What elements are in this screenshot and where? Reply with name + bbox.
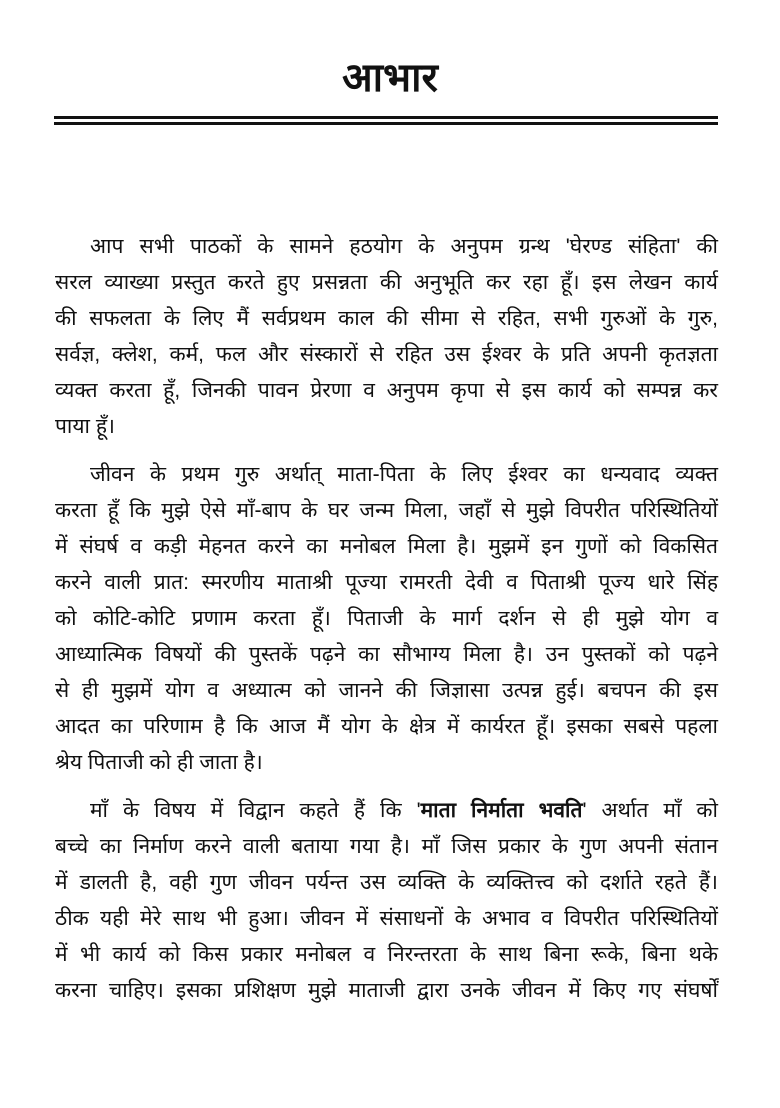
text-line: से ही मुझमें योग व अध्यात्म को जानने की जिज्ञासा उत्पन्न हुई। बचपन की इस — [55, 679, 718, 702]
text-segment: ' अर्थात माँ को — [582, 799, 718, 822]
text-line: में डालती है, वही गुण जीवन पर्यन्त उस व्यक्ति के व्यक्तित्त्व को दर्शाते रहते हैं। — [55, 871, 718, 894]
text-line: आप सभी पाठकों के सामने हठयोग के अनुपम ग्रन्थ 'घेरण्ड संहिता' की — [90, 235, 718, 258]
text-line: श्रेय पिताजी को ही जाता है। — [55, 751, 263, 774]
quoted-phrase: माता निर्माता भवति — [420, 799, 583, 822]
text-line: व्यक्त करता हूँ, जिनकी पावन प्रेरणा व अनुपम कृपा से इस कार्य को सम्पन्न कर — [55, 379, 718, 402]
text-line: ठीक यही मेरे साथ भी हुआ। जीवन में संसाधनों के अभाव व विपरीत परिस्थितियों — [55, 907, 718, 930]
text-line: को कोटि-कोटि प्रणाम करता हूँ। पिताजी के मार्ग दर्शन से ही मुझे योग व — [55, 607, 718, 630]
text-line — [90, 796, 718, 826]
text-line: में भी कार्य को किस प्रकार मनोबल व निरन्तरता के साथ बिना रूके, बिना थके — [55, 943, 718, 966]
title-rule-bottom — [54, 122, 718, 125]
text-line: करना चाहिए। इसका प्रशिक्षण मुझे माताजी द्वारा उनके जीवन में किए गए संघर्षों — [55, 979, 718, 1002]
text-line: में संघर्ष व कड़ी मेहनत करने का मनोबल मिला है। मुझमें इन गुणों को विकसित — [55, 535, 718, 558]
title-rule-top — [54, 116, 718, 119]
text-line: की सफलता के लिए मैं सर्वप्रथम काल की सीमा से रहित, सभी गुरुओं के गुरु, — [55, 307, 718, 330]
text-line: आध्यात्मिक विषयों की पुस्तकें पढ़ने का सौभाग्य मिला है। उन पुस्तकों को पढ़ने — [55, 643, 718, 666]
text-line: सर्वज्ञ, क्लेश, कर्म, फल और संस्कारों से रहित उस ईश्वर के प्रति अपनी कृतज्ञता — [55, 343, 718, 366]
text-line: करने वाली प्रात: स्मरणीय माताश्री पूज्या रामरती देवी व पिताश्री पूज्य धारे सिंह — [55, 571, 718, 594]
text-segment: माँ के विषय में विद्वान कहते हैं कि ' — [90, 799, 421, 822]
text-line: आदत का परिणाम है कि आज मैं योग के क्षेत्र में कार्यरत हूँ। इसका सबसे पहला — [55, 715, 718, 738]
text-line: करता हूँ कि मुझे ऐसे माँ-बाप के घर जन्म मिला, जहाँ से मुझे विपरीत परिस्थितियों — [55, 499, 718, 522]
text-line: सरल व्याख्या प्रस्तुत करते हुए प्रसन्नता की अनुभूति कर रहा हूँ। इस लेखन कार्य — [55, 271, 718, 294]
text-line: जीवन के प्रथम गुरु अर्थात् माता-पिता के लिए ईश्वर का धन्यवाद व्यक्त — [90, 463, 718, 486]
text-line: बच्चे का निर्माण करने वाली बताया गया है। माँ जिस प्रकार के गुण अपनी संतान — [55, 835, 718, 858]
page-title: आभार — [342, 56, 438, 100]
text-line: पाया हूँ। — [55, 415, 115, 438]
